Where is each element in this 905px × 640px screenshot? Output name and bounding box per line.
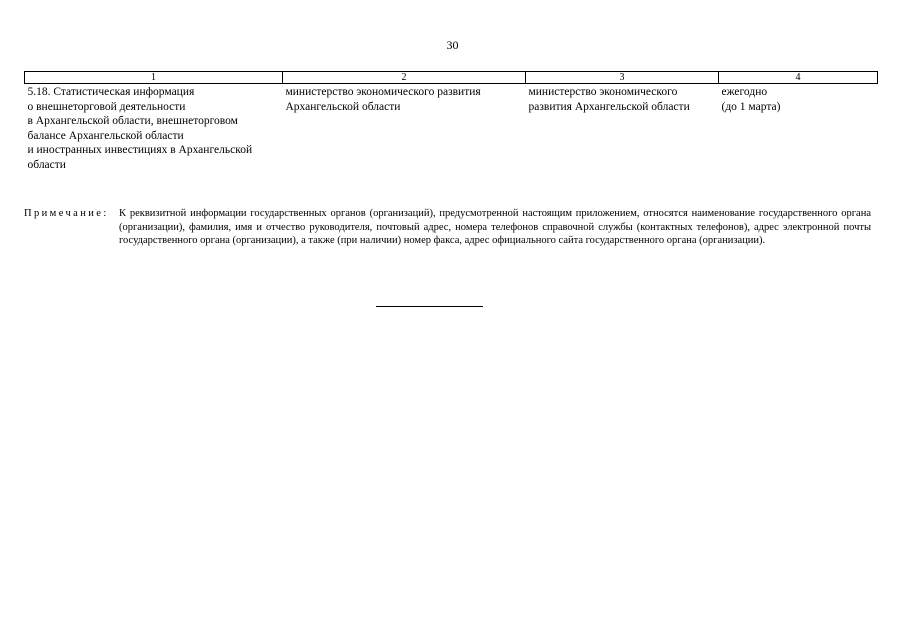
cell-line: (до 1 марта) xyxy=(721,100,781,113)
cell-line: Архангельской области xyxy=(285,100,401,113)
cell-provider-body xyxy=(526,84,719,173)
cell-line: в Архангельской области, внешнеторговом xyxy=(27,115,238,127)
column-header-1: 1 xyxy=(25,72,283,84)
note-section xyxy=(24,207,871,248)
cell-line: развития Архангельской области xyxy=(528,100,690,113)
cell-information-type xyxy=(25,84,283,173)
column-header-2: 2 xyxy=(283,72,526,84)
cell-line: о внешнеторговой деятельности xyxy=(27,100,186,113)
page-number: 30 xyxy=(446,38,459,52)
cell-line: ежегодно xyxy=(721,86,768,98)
table-header-row xyxy=(25,72,878,84)
info-table xyxy=(24,71,878,172)
cell-periodicity xyxy=(719,84,878,173)
note-label: Примечание: xyxy=(24,208,109,219)
end-divider-line xyxy=(376,306,483,307)
cell-line: министерство экономического развития xyxy=(285,86,481,98)
cell-line: и иностранных инвестициях в Архангельской xyxy=(27,144,253,156)
cell-line: области xyxy=(27,158,66,171)
column-header-3: 3 xyxy=(526,72,719,84)
column-header-4: 4 xyxy=(719,72,878,84)
note-text: К реквизитной информации государственных органов (организаций), предусмотренной настоящим приложением, относятся наименование государственного органа (организации), фамилия, имя и отчество руководителя, почтовый адрес, номера телефонов справочной службы (контактных телефонов), адрес электронной почты государственного органа (организации), а также (при наличии) номер факса, адрес официального сайта государственного органа (организации). xyxy=(119,208,871,246)
table-row xyxy=(25,84,878,173)
cell-line: министерство экономического xyxy=(528,86,678,98)
cell-line: 5.18. Статистическая информация xyxy=(27,86,195,98)
cell-responsible-body xyxy=(283,84,526,173)
cell-line: балансе Архангельской области xyxy=(27,129,184,142)
